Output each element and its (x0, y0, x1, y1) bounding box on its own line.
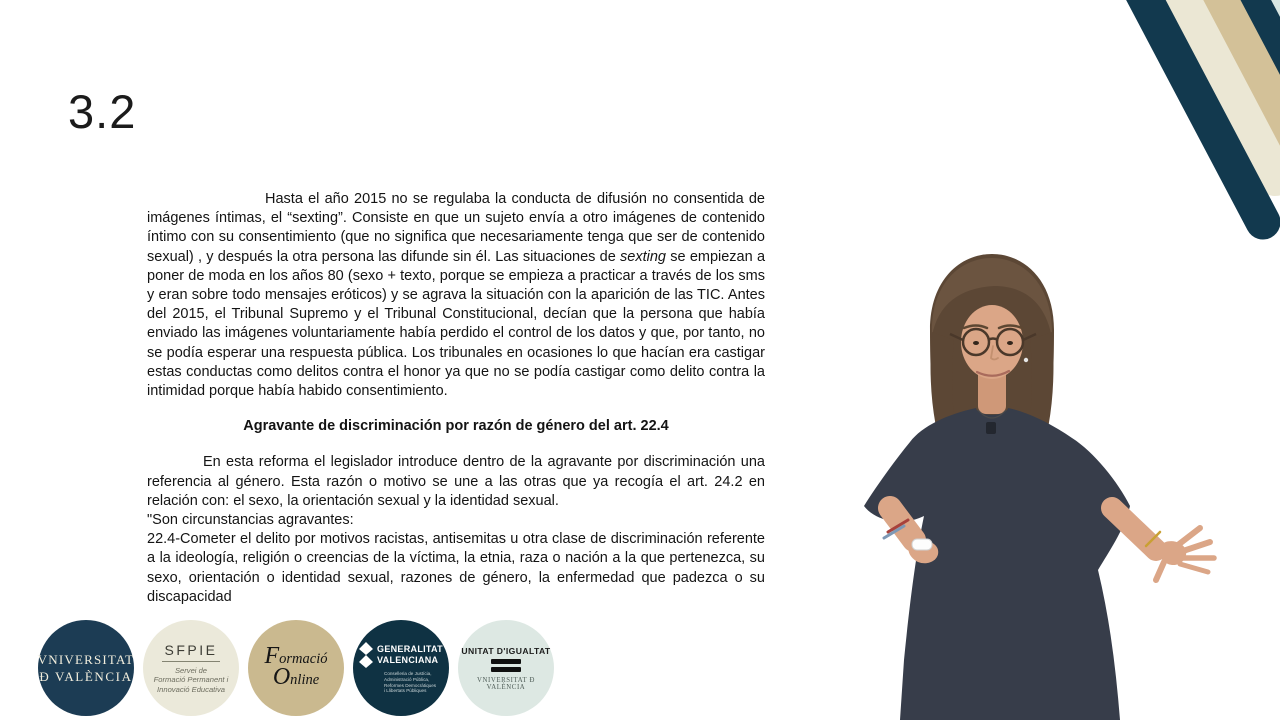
logo-generalitat-valenciana (353, 620, 449, 716)
gva-name-line2: VALENCIANA (377, 654, 439, 665)
slide-text-block (147, 190, 765, 607)
paragraph-sexting: Hasta el año 2015 no se regulaba la conducta de difusión no consentida de imágenes íntimas, el “sexting”. Consiste en que un sujeto envía a otro imágenes de contenido íntimo con su consentimiento (que no significa que necesariamente tenga que ser de contenido sexual) , y después la otra persona las difunde sin él. Las situaciones de sexting se empiezan a poner de moda en los años 80 (sexo + texto, porque se empieza a practicar a través de los sms y eran sobre todo mensajes eróticos) y se agrava la situación con la aparición de las TIC. Antes del 2015, el Tribunal Supremo y el Tribunal Constitucional, decían que la persona que había enviado las imágenes voluntariamente había perdido el control de los datos y que, por tanto, no se podía esperar una respuesta pública. Los tribunales en ocasiones lo que hacían era castigar estas conductas como delitos contra el honor ya que no se podía castigar como delito contra la intimidad porque había habido consentimiento. (147, 191, 766, 400)
igualtat-title: UNITAT D'IGUALTAT (461, 645, 551, 656)
sfpie-title: SFPIE (164, 641, 218, 658)
gva-name-line1: GENERALITAT (377, 644, 443, 655)
presenter-photo (820, 240, 1240, 720)
paragraph-art-22-4: 22.4-Cometer el delito por motivos racistas, antisemitas u otra clase de discriminación referente a la ideología, religión o creencias de la víctima, la etnia, raza o nación a la que pertenezca, su sexo, orientación o identidad sexual, razones de género, la enfermedad que padezca o su discapacidad (147, 531, 765, 605)
gva-conselleria-text: Conselleria de Justícia, Administració Pública, Reformes Democràtiques i Llibertats Públiques (384, 670, 437, 694)
sfpie-divider (162, 661, 220, 662)
formacio-line2: Online (272, 664, 320, 690)
presenter-top (864, 408, 1130, 720)
slide-heading: Agravante de discriminación por razón de género del art. 22.4 (243, 418, 669, 435)
igualtat-footer: VNIVERSITAT Đ VALÈNCIA (477, 676, 535, 691)
logo-universitat-de-valencia (38, 620, 134, 716)
equals-bar-top (491, 659, 521, 664)
sfpie-subtitle-1: Servei de (174, 665, 208, 675)
formacio-line1: Formació (264, 643, 328, 669)
sfpie-subtitle-2: Formació Permanent i (153, 675, 229, 685)
gva-emblem-icon (359, 642, 373, 668)
quote-intro-line: "Son circunstancias agravantes: (147, 512, 354, 529)
sfpie-subtitle-3: Innovació Educativa (157, 684, 225, 694)
logo-unitat-igualtat (458, 620, 554, 716)
paragraph-reforma: En esta reforma el legislador introduce dentro de la agravante por discriminación una referencia al género. Esta razón o motivo se une a las otras que ya recogía el art. 24.2 en relación con: el sexo, la orientación sexual y la identidad sexual. (147, 454, 765, 509)
presenter-left-arm (1112, 508, 1214, 580)
uv-logo-line1: VNIVERSITAT (37, 651, 135, 667)
uv-logo-line2: Đ VALÈNCIA (39, 668, 133, 684)
logo-sfpie (143, 620, 239, 716)
equals-bar-bottom (491, 667, 521, 672)
presenter-face (961, 305, 1023, 379)
logo-formacio-online (248, 620, 344, 716)
section-number: 3.2 (68, 85, 137, 138)
presenter-clicker (912, 539, 932, 550)
